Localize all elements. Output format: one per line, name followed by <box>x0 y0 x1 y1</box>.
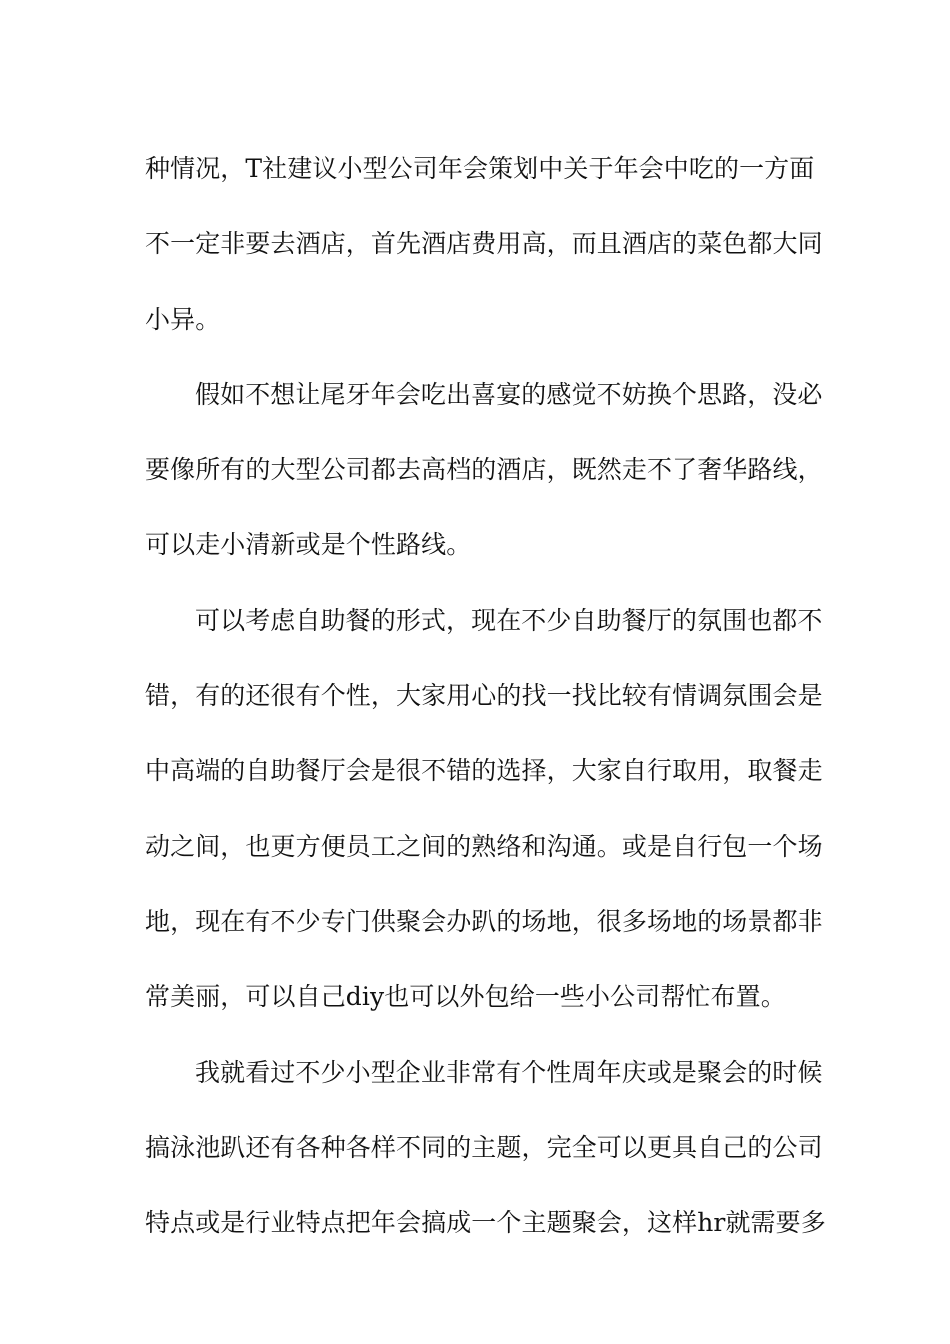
document-body <box>145 131 826 1260</box>
text-line: 可以考虑自助餐的形式，现在不少自助餐厅的氛围也都不 <box>195 605 823 635</box>
paragraph-3 <box>145 583 823 1035</box>
text-line: 错，有的还很有个性，大家用心的找一找比较有情调氛围会是 <box>145 681 823 711</box>
paragraph-1 <box>145 131 823 357</box>
text-line: 可以走小清新或是个性路线。 <box>145 530 472 560</box>
text-line: 假如不想让尾牙年会吃出喜宴的感觉不妨换个思路，没必 <box>195 379 823 409</box>
text-line: 小异。 <box>145 304 221 334</box>
text-line: 要像所有的大型公司都去高档的酒店，既然走不了奢华路线， <box>145 455 823 485</box>
text-line: 动之间，也更方便员工之间的熟络和沟通。或是自行包一个场 <box>145 831 823 861</box>
text-line: 搞泳池趴还有各种各样不同的主题，完全可以更具自己的公司 <box>145 1132 823 1162</box>
text-line: 中高端的自助餐厅会是很不错的选择，大家自行取用，取餐走 <box>145 756 823 786</box>
text-line: 特点或是行业特点把年会搞成一个主题聚会，这样hr就需要多 <box>145 1208 826 1238</box>
text-line: 种情况，T社建议小型公司年会策划中关于年会中吃的一方面 <box>145 154 815 183</box>
paragraph-4 <box>145 1035 826 1261</box>
text-line: 地，现在有不少专门供聚会办趴的场地，很多场地的场景都非 <box>145 906 823 936</box>
text-line: 不一定非要去酒店，首先酒店费用高，而且酒店的菜色都大同 <box>145 229 823 259</box>
text-line: 我就看过不少小型企业非常有个性周年庆或是聚会的时候 <box>195 1057 823 1087</box>
paragraph-2 <box>145 357 823 583</box>
text-line: 常美丽，可以自己diy也可以外包给一些小公司帮忙布置。 <box>145 982 786 1012</box>
